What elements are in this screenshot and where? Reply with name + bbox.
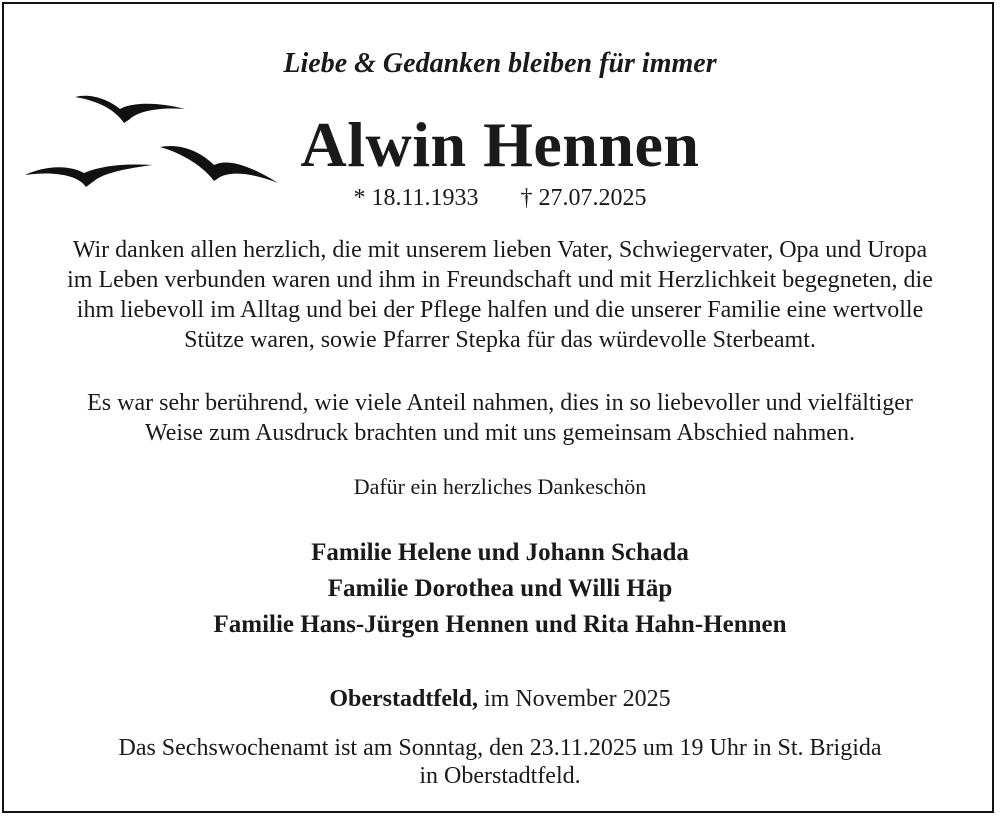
- motto: Liebe & Gedanken bleiben für immer: [283, 48, 717, 79]
- text-line: Wir danken allen herzlich, die mit unserem lieben Vater, Schwiegervater, Opa und Uropa: [72, 237, 928, 263]
- death-date: † 27.07.2025: [520, 185, 647, 211]
- thanks-paragraph: [0, 235, 1000, 355]
- family-list: [0, 535, 1000, 643]
- service-info: [0, 734, 1000, 790]
- thanks-line: Dafür ein herzliches Dankeschön: [353, 474, 647, 499]
- text-line: ihm liebevoll im Alltag und bei der Pflege halfen und die unserer Familie eine wertvolle: [76, 297, 924, 323]
- text-line: Es war sehr berührend, wie viele Anteil nahmen, dies in so liebevoller und vielfältiger: [87, 390, 913, 416]
- family-name: Familie Hans-Jürgen Hennen und Rita Hahn-Hennen: [213, 611, 787, 638]
- text-line: Das Sechswochenamt ist am Sonntag, den 23.11.2025 um 19 Uhr in St. Brigida: [118, 735, 882, 761]
- place-name: Oberstadtfeld,: [329, 686, 478, 712]
- month-year: im November 2025: [484, 686, 671, 712]
- family-name: Familie Dorothea und Willi Häp: [327, 575, 673, 602]
- text-line: Stütze waren, sowie Pfarrer Stepka für das würdevolle Sterbeamt.: [184, 327, 816, 353]
- place-date: [0, 686, 1000, 713]
- life-dates: [0, 185, 1000, 212]
- deceased-name: Alwin Hennen: [300, 109, 700, 180]
- sympathy-paragraph: [0, 388, 1000, 448]
- text-line: Weise zum Ausdruck brachten und mit uns gemeinsam Abschied nahmen.: [145, 420, 855, 446]
- text-line: im Leben verbunden waren und ihm in Freundschaft und mit Herzlichkeit begegneten, die: [67, 267, 933, 293]
- family-name: Familie Helene und Johann Schada: [311, 539, 689, 566]
- text-line: in Oberstadtfeld.: [419, 763, 581, 789]
- birth-date: * 18.11.1933: [353, 185, 479, 211]
